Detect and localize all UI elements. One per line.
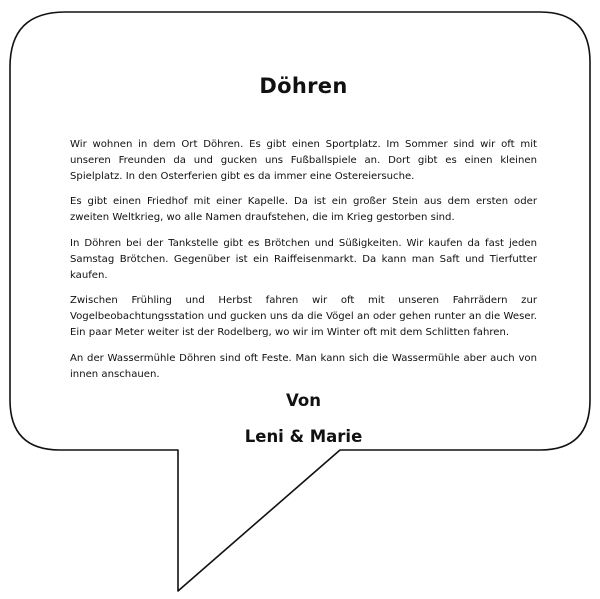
- paragraph-wassermuehle: An der Wassermühle Döhren sind oft Feste. Man kann sich die Wassermühle aber auch von innen anschauen.: [70, 352, 537, 380]
- paragraph-fahrrad: Zwischen Frühling und Herbst fahren wir oft mit unseren Fahrrädern zur Vogelbeobachtungsstation und gucken uns da die Vögel an oder gehen runter an die Weser. Ein paar Meter weiter ist der Rodelberg, wo wir im Winter oft mit dem Schlitten fahren.: [70, 295, 537, 338]
- paragraph-sportplatz: Wir wohnen in dem Ort Döhren. Es gibt einen Sportplatz. Im Sommer sind wir oft mit unseren Freunden da und gucken uns Fußballspiele an. Dort gibt es einen kleinen Spielplatz. In den Osterferien gibt es da immer eine Ostereiersuche.: [70, 139, 537, 182]
- paragraph-friedhof: Es gibt einen Friedhof mit einer Kapelle. Da ist ein großer Stein aus dem ersten oder zweiten Weltkrieg, wo alle Namen draufstehen, die im Krieg gestorben sind.: [70, 196, 537, 224]
- signature-von: Von: [286, 391, 321, 410]
- page-title: Döhren: [259, 74, 348, 98]
- paragraph-tankstelle: In Döhren bei der Tankstelle gibt es Brötchen und Süßigkeiten. Wir kaufen da fast jeden Samstag Brötchen. Gegenüber ist ein Raiffeisenmarkt. Da kann man Saft und Tierfutter kaufen.: [70, 237, 537, 281]
- body-text: [70, 137, 537, 392]
- signature-names: Leni & Marie: [244, 427, 363, 446]
